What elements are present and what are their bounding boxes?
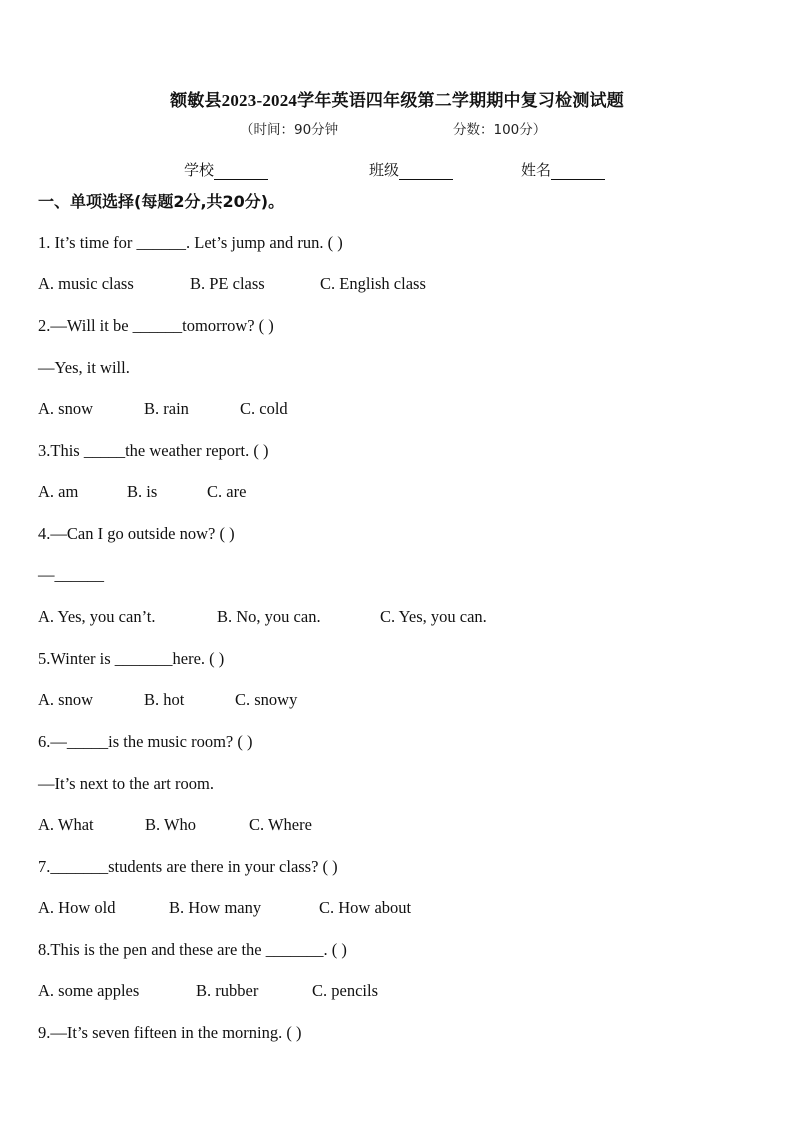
time-info: （时间：90分钟 <box>240 122 339 138</box>
question-7-option-a: A. How old <box>38 898 116 917</box>
question-1-option-a: A. music class <box>38 274 134 293</box>
question-4-reply: —______ <box>38 565 104 584</box>
question-3-option-b: B. is <box>127 482 158 501</box>
question-7-option-c: C. How about <box>319 898 412 917</box>
question-3-option-a: A. am <box>38 482 79 501</box>
student-info-row <box>0 159 794 181</box>
question-6-stem: 6.—_____is the music room? ( ) <box>38 732 253 751</box>
question-6-option-a: A. What <box>38 815 94 834</box>
school-field <box>184 159 268 180</box>
school-blank <box>214 165 268 180</box>
question-5-stem: 5.Winter is _______here. ( ) <box>38 649 225 668</box>
question-3-option-c: C. are <box>207 482 247 501</box>
name-blank <box>551 165 605 180</box>
name-label: 姓名 <box>521 161 552 179</box>
question-2-option-b: B. rain <box>144 399 189 418</box>
question-5-option-c: C. snowy <box>235 690 298 709</box>
question-5-option-b: B. hot <box>144 690 185 709</box>
name-field <box>521 159 605 180</box>
question-2-stem: 2.—Will it be ______tomorrow? ( ) <box>38 316 274 335</box>
question-2-option-a: A. snow <box>38 399 94 418</box>
question-7-stem: 7._______students are there in your class? ( ) <box>38 857 338 876</box>
question-1-option-c: C. English class <box>320 274 426 293</box>
exam-subtitle <box>0 118 794 136</box>
school-label: 学校 <box>184 161 215 179</box>
section-heading: 一、单项选择(每题2分,共20分)。 <box>38 192 285 211</box>
question-8-option-a: A. some apples <box>38 981 140 1000</box>
class-blank <box>399 165 453 180</box>
question-6-reply: —It’s next to the art room. <box>38 774 214 793</box>
question-2-reply: —Yes, it will. <box>38 358 130 377</box>
question-5-option-a: A. snow <box>38 690 94 709</box>
score-info: 分数：100分） <box>453 122 547 138</box>
page-title: 额敏县2023-2024学年英语四年级第二学期期中复习检测试题 <box>170 91 624 110</box>
question-8-option-c: C. pencils <box>312 981 378 1000</box>
class-label: 班级 <box>369 161 400 179</box>
question-2-option-c: C. cold <box>240 399 288 418</box>
question-1-stem: 1. It’s time for ______. Let’s jump and run. ( ) <box>38 233 343 252</box>
question-4-option-b: B. No, you can. <box>217 607 321 626</box>
question-4-option-c: C. Yes, you can. <box>380 607 487 626</box>
question-6-option-c: C. Where <box>249 815 312 834</box>
question-8-option-b: B. rubber <box>196 981 259 1000</box>
question-8-stem: 8.This is the pen and these are the _______. ( ) <box>38 940 347 959</box>
class-field <box>369 159 453 180</box>
question-9-stem: 9.—It’s seven fifteen in the morning. ( ) <box>38 1023 302 1042</box>
question-6-option-b: B. Who <box>145 815 197 834</box>
question-3-stem: 3.This _____the weather report. ( ) <box>38 441 269 460</box>
question-1-option-b: B. PE class <box>190 274 265 293</box>
question-4-stem: 4.—Can I go outside now? ( ) <box>38 524 235 543</box>
question-7-option-b: B. How many <box>169 898 262 917</box>
question-4-option-a: A. Yes, you can’t. <box>38 607 156 626</box>
